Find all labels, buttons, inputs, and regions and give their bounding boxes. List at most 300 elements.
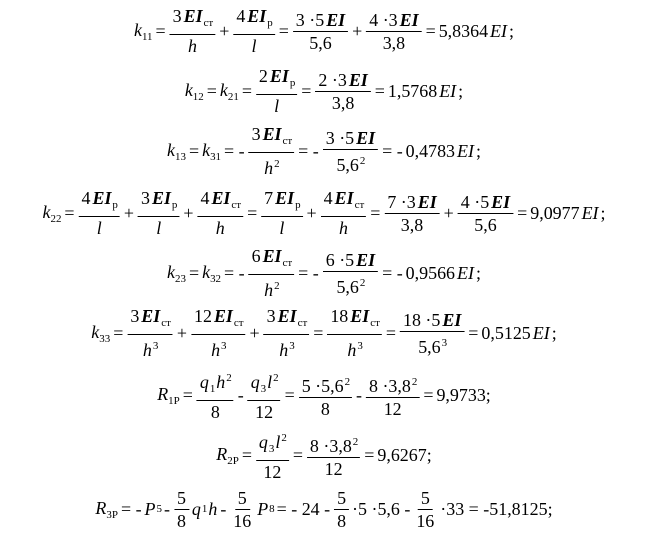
math-symbol-letter: R xyxy=(157,383,169,404)
fraction-denominator xyxy=(336,217,351,238)
math-subscript: р xyxy=(289,77,296,89)
fraction-numerator xyxy=(170,6,216,35)
math-subscript: 1 xyxy=(201,503,208,515)
math-operator: = - xyxy=(382,140,403,161)
math-variable: EI xyxy=(532,322,550,343)
equation-r2p xyxy=(1,428,647,482)
math-operator: = xyxy=(370,202,381,223)
fraction-denominator xyxy=(249,35,260,56)
math-ei: EI xyxy=(348,69,368,90)
math-text: 3 ·5 xyxy=(325,127,355,148)
fraction-denominator xyxy=(276,217,287,238)
math-symbol xyxy=(219,80,240,103)
math-operator: - xyxy=(163,498,170,519)
math-text: ; xyxy=(458,80,464,101)
fraction xyxy=(384,192,439,235)
fraction-numerator xyxy=(249,246,295,275)
fraction-denominator xyxy=(306,32,334,53)
math-symbol xyxy=(41,202,62,225)
math-variable: EI xyxy=(581,202,599,223)
fraction xyxy=(315,70,370,113)
math-operator: = xyxy=(374,80,385,101)
fraction xyxy=(299,372,352,419)
fraction-numerator xyxy=(138,188,179,217)
math-ei: EI xyxy=(211,188,231,208)
fraction-denominator xyxy=(174,510,189,531)
math-symbol-letter: k xyxy=(134,19,142,40)
math-text: 8 ·3,8 xyxy=(309,435,352,456)
math-ei: EI xyxy=(277,306,297,326)
fraction-numerator xyxy=(249,124,295,153)
math-text: 2 xyxy=(258,66,268,86)
math-operator: = - xyxy=(224,140,245,161)
math-text: 12 xyxy=(194,306,212,326)
fraction-numerator xyxy=(248,368,281,401)
math-superscript: 2 xyxy=(411,375,418,388)
math-symbol xyxy=(156,384,181,407)
math-text: 3 xyxy=(251,124,261,144)
math-superscript: 3 xyxy=(441,336,448,349)
equation-k23 xyxy=(1,246,647,300)
fraction-numerator xyxy=(293,10,348,32)
math-text: ; xyxy=(508,20,514,41)
math-superscript: 2 xyxy=(226,372,232,384)
math-subscript: ст xyxy=(370,317,380,329)
math-subscript: р xyxy=(112,199,118,211)
equation-k12 xyxy=(1,64,647,118)
math-symbol-letter: k xyxy=(91,321,100,342)
math-symbol-letter: k xyxy=(184,79,193,100)
math-variable: h xyxy=(187,36,197,56)
math-subscript: ст xyxy=(282,257,293,269)
math-operator: = xyxy=(241,444,252,465)
fraction-denominator xyxy=(381,398,405,419)
math-superscript: 2 xyxy=(344,375,351,388)
fraction-denominator xyxy=(333,272,367,297)
fraction xyxy=(248,368,281,422)
fraction xyxy=(198,188,244,238)
fraction-numerator xyxy=(384,192,439,214)
math-superscript: 2 xyxy=(352,435,359,448)
math-ei: EI xyxy=(491,191,511,212)
fraction-denominator xyxy=(261,153,281,178)
math-variable: q xyxy=(258,432,268,452)
math-text: 6 ·5 xyxy=(325,249,355,270)
math-operator: = xyxy=(364,444,375,465)
math-text: 8 xyxy=(337,510,347,531)
math-operator: = xyxy=(182,384,193,405)
math-text: 3 xyxy=(172,6,182,26)
fraction-numerator xyxy=(307,432,360,458)
math-symbol-index: 32 xyxy=(210,272,222,285)
math-ei: EI xyxy=(334,188,354,208)
math-variable: h xyxy=(264,158,274,178)
fraction-numerator xyxy=(233,6,274,35)
fraction xyxy=(327,306,382,360)
fraction-numerator xyxy=(323,250,378,272)
math-operator: = xyxy=(284,384,295,405)
math-symbol-index: 1P xyxy=(168,394,180,407)
fraction xyxy=(191,306,246,360)
math-text: 5,6 xyxy=(474,214,497,235)
fraction-numerator xyxy=(264,306,310,335)
math-symbol-letter: k xyxy=(202,261,211,282)
math-ei: EI xyxy=(92,188,112,208)
fraction xyxy=(293,10,348,53)
math-text: ; xyxy=(551,322,557,343)
fraction-numerator xyxy=(197,368,234,401)
math-symbol xyxy=(184,80,205,103)
fraction-denominator xyxy=(318,398,333,419)
math-variable: h xyxy=(216,372,226,392)
math-operator: = xyxy=(385,322,397,343)
fraction xyxy=(458,192,513,235)
fraction xyxy=(400,310,464,357)
fraction xyxy=(323,250,378,297)
math-operator: = xyxy=(64,202,75,223)
math-operator: = xyxy=(425,20,436,41)
fraction-denominator xyxy=(260,461,284,482)
math-variable: l xyxy=(274,96,280,116)
math-operator: + xyxy=(219,20,230,41)
math-superscript: 3 xyxy=(152,340,159,352)
math-symbol xyxy=(215,444,240,467)
math-symbol-index: 33 xyxy=(99,332,111,345)
fraction-denominator xyxy=(329,92,357,113)
fraction xyxy=(174,488,189,531)
fraction xyxy=(127,306,173,360)
math-operator: = - xyxy=(298,262,319,283)
math-symbol xyxy=(133,20,154,43)
fraction xyxy=(366,372,419,419)
math-operator: = xyxy=(517,202,528,223)
fraction-denominator xyxy=(153,217,164,238)
equation-k13 xyxy=(1,124,647,178)
fraction-denominator xyxy=(140,335,160,360)
fraction xyxy=(79,188,120,238)
math-operator: = xyxy=(247,202,258,223)
fraction xyxy=(261,188,302,238)
math-text: 2 ·3 xyxy=(318,69,347,90)
math-symbol xyxy=(166,140,187,163)
math-variable: h xyxy=(347,340,357,360)
math-operator: = xyxy=(155,20,166,41)
equation-k22 xyxy=(1,184,647,242)
math-operator: = xyxy=(113,322,124,343)
fraction-numerator xyxy=(174,488,189,510)
math-text: 7 ·3 xyxy=(387,191,416,212)
math-superscript: 2 xyxy=(359,154,366,167)
math-ei: EI xyxy=(275,188,295,208)
math-text: 8 xyxy=(320,398,330,419)
math-operator: = xyxy=(206,80,217,101)
fraction-denominator xyxy=(415,332,449,357)
math-operator: + xyxy=(176,322,188,343)
math-text: 12 xyxy=(263,462,282,482)
math-superscript: 2 xyxy=(274,280,280,292)
math-text: 8 xyxy=(210,402,220,422)
equation-k11 xyxy=(1,4,647,58)
math-ei: EI xyxy=(326,9,346,30)
math-variable: h xyxy=(338,218,348,238)
math-text: 5,6 xyxy=(309,32,332,53)
fraction-numerator xyxy=(334,488,349,510)
math-operator: + xyxy=(443,202,454,223)
math-text: 6 xyxy=(251,246,261,266)
math-text: 5 xyxy=(420,487,430,508)
fraction xyxy=(230,488,254,531)
math-text: 12 xyxy=(255,402,274,422)
math-text: 4 ·5 xyxy=(460,191,490,212)
math-superscript: 3 xyxy=(221,340,227,352)
fraction xyxy=(334,488,349,531)
fraction-numerator xyxy=(79,188,120,217)
math-symbol xyxy=(201,140,222,163)
math-operator: = xyxy=(301,80,312,101)
math-text: 16 xyxy=(416,510,435,531)
fraction-denominator xyxy=(185,35,200,56)
math-variable: l xyxy=(279,218,285,238)
math-text: 4 xyxy=(236,6,246,26)
fraction-denominator xyxy=(344,335,364,360)
math-variable: h xyxy=(279,340,289,360)
fraction-denominator xyxy=(471,214,499,235)
math-text: 3 xyxy=(130,306,140,326)
math-ei: EI xyxy=(442,309,462,330)
math-text: ; xyxy=(475,262,481,283)
math-operator: = - xyxy=(382,262,403,283)
math-text: 7 xyxy=(264,188,274,208)
math-subscript: ст xyxy=(233,317,244,329)
math-symbol xyxy=(90,322,111,345)
math-operator: = xyxy=(292,444,303,465)
math-variable: EI xyxy=(439,80,457,101)
fraction-denominator xyxy=(333,150,367,175)
fraction-denominator xyxy=(94,217,105,238)
math-text: 3,8 xyxy=(400,214,424,235)
math-text: ·5 ·5,6 - xyxy=(352,498,411,519)
fraction-numerator xyxy=(321,188,367,217)
math-operator: = - 24 - xyxy=(276,498,331,519)
fraction-numerator xyxy=(261,188,302,217)
math-text: 5 xyxy=(337,487,347,508)
math-operator: + xyxy=(306,202,317,223)
math-operator: + xyxy=(123,202,135,223)
fraction-denominator xyxy=(271,95,282,116)
fraction xyxy=(170,6,216,56)
math-variable: q xyxy=(250,372,260,392)
math-symbol-index: 22 xyxy=(50,212,62,225)
equation-r3p xyxy=(1,482,647,536)
math-text: 18 ·5 xyxy=(402,309,441,330)
math-ei: EI xyxy=(183,6,203,26)
math-operator: = xyxy=(188,140,200,161)
math-symbol-letter: k xyxy=(219,79,228,100)
math-text: ·33 = -51,8125; xyxy=(440,498,553,519)
math-subscript: 3 xyxy=(268,443,275,455)
math-text: 0,4783 xyxy=(405,140,456,161)
math-variable: l xyxy=(156,218,162,238)
math-ei: EI xyxy=(269,66,289,86)
math-subscript: р xyxy=(267,17,273,29)
math-text: 3 ·5 xyxy=(295,9,325,30)
fraction xyxy=(307,432,360,479)
fraction xyxy=(366,10,421,53)
fraction-denominator xyxy=(380,32,408,53)
fraction xyxy=(256,428,289,482)
math-superscript: 2 xyxy=(359,276,366,289)
math-ei: EI xyxy=(356,249,376,270)
math-subscript: ст xyxy=(354,199,365,211)
math-variable: P xyxy=(144,498,156,519)
fraction-numerator xyxy=(418,488,433,510)
math-operator: - xyxy=(356,384,363,405)
math-superscript: 2 xyxy=(273,372,279,384)
fraction xyxy=(249,246,295,300)
fraction-denominator xyxy=(413,510,437,531)
math-variable: h xyxy=(264,280,274,300)
fraction-denominator xyxy=(334,510,349,531)
math-ei: EI xyxy=(262,124,282,144)
math-operator: = - xyxy=(298,140,319,161)
math-symbol-letter: k xyxy=(167,261,176,282)
fraction-numerator xyxy=(323,128,378,150)
math-subscript: р xyxy=(295,199,301,211)
fraction-numerator xyxy=(235,488,250,510)
math-operator: = xyxy=(423,384,434,405)
math-text: 5,8364 xyxy=(438,20,489,41)
math-symbol-index: 23 xyxy=(175,272,186,285)
math-text: 3,8 xyxy=(382,32,406,53)
math-variable: q xyxy=(199,372,209,392)
math-text: 5,6 xyxy=(336,276,359,297)
fraction-numerator xyxy=(256,66,297,95)
math-ei: EI xyxy=(356,127,376,148)
math-superscript: 2 xyxy=(281,432,287,444)
math-subscript: 1 xyxy=(209,383,216,395)
fraction xyxy=(323,128,378,175)
math-operator: = xyxy=(278,20,289,41)
math-subscript: ст xyxy=(231,199,242,211)
math-operator: = xyxy=(468,322,479,343)
math-text: 4 ·3 xyxy=(369,9,398,30)
fraction-numerator xyxy=(191,306,246,335)
math-operator: + xyxy=(249,322,260,343)
math-text: 12 xyxy=(324,458,343,479)
fraction-numerator xyxy=(327,306,382,335)
fraction-numerator xyxy=(400,310,464,332)
math-symbol-letter: R xyxy=(216,443,228,464)
fraction-numerator xyxy=(366,10,421,32)
math-subscript: 8 xyxy=(269,503,275,515)
math-text: 1,5768 xyxy=(387,80,438,101)
fraction xyxy=(256,66,297,116)
fraction xyxy=(249,124,295,178)
math-text: 3,8 xyxy=(331,92,355,113)
math-ei: EI xyxy=(417,191,437,212)
fraction xyxy=(197,368,234,422)
math-symbol-index: 2P xyxy=(227,454,239,467)
math-text: 8 xyxy=(176,510,186,531)
math-text: 4 xyxy=(200,188,210,208)
math-operator: + xyxy=(352,20,363,41)
math-symbol-index: 21 xyxy=(227,90,239,103)
math-ei: EI xyxy=(262,246,282,266)
fraction-numerator xyxy=(256,428,289,461)
math-symbol-letter: R xyxy=(95,497,107,518)
math-text: 4 xyxy=(81,188,91,208)
equation-k33 xyxy=(1,306,647,360)
math-variable: h xyxy=(142,340,152,360)
math-operator: = xyxy=(188,262,200,283)
math-text: 9,0977 xyxy=(530,202,580,223)
math-text: 18 xyxy=(330,306,349,326)
math-symbol xyxy=(166,262,187,285)
math-variable: EI xyxy=(457,140,474,161)
math-text: 4 xyxy=(323,188,333,208)
math-operator: = xyxy=(313,322,324,343)
fraction-denominator xyxy=(208,335,228,360)
math-ei: EI xyxy=(151,188,171,208)
math-variable: h xyxy=(208,498,218,519)
math-text: 0,5125 xyxy=(481,322,531,343)
math-text: 0,9566 xyxy=(405,262,456,283)
math-superscript: 3 xyxy=(289,340,295,352)
math-symbol-index: 12 xyxy=(192,90,204,103)
fraction xyxy=(321,188,367,238)
math-ei: EI xyxy=(141,306,161,326)
math-text: 9,6267; xyxy=(377,444,432,465)
math-variable: l xyxy=(251,36,257,56)
math-ei: EI xyxy=(399,9,419,30)
math-superscript: 3 xyxy=(357,340,363,352)
math-ei: EI xyxy=(350,306,370,326)
math-text: 3 xyxy=(266,306,276,326)
equation-r1p xyxy=(1,368,647,422)
fraction-denominator xyxy=(261,275,281,300)
math-text: 5 xyxy=(237,487,247,508)
math-text: 5 xyxy=(176,487,186,508)
fraction xyxy=(138,188,179,238)
fraction-numerator xyxy=(315,70,370,92)
math-ei: EI xyxy=(213,306,233,326)
math-variable: h xyxy=(211,340,221,360)
fraction-denominator xyxy=(398,214,426,235)
math-symbol-index: 13 xyxy=(175,150,186,163)
fraction xyxy=(413,488,437,531)
fraction xyxy=(233,6,274,56)
math-symbol-letter: k xyxy=(167,139,176,160)
fraction-denominator xyxy=(213,217,228,238)
fraction-numerator xyxy=(458,192,513,214)
math-text: 8 ·3,8 xyxy=(369,375,411,396)
math-subscript: ст xyxy=(282,135,293,147)
math-variable: h xyxy=(215,218,225,238)
math-operator: = - xyxy=(120,498,142,519)
math-text: ; xyxy=(475,140,481,161)
math-text: 12 xyxy=(383,398,402,419)
fraction-numerator xyxy=(366,372,419,398)
math-symbol xyxy=(201,262,222,285)
math-variable: q xyxy=(191,498,201,519)
fraction-denominator xyxy=(208,401,223,422)
math-subscript: р xyxy=(171,199,178,211)
math-text: 16 xyxy=(233,510,252,531)
math-variable: l xyxy=(267,372,273,392)
math-subscript: ст xyxy=(297,317,308,329)
math-variable: EI xyxy=(457,262,474,283)
fraction-numerator xyxy=(127,306,173,335)
